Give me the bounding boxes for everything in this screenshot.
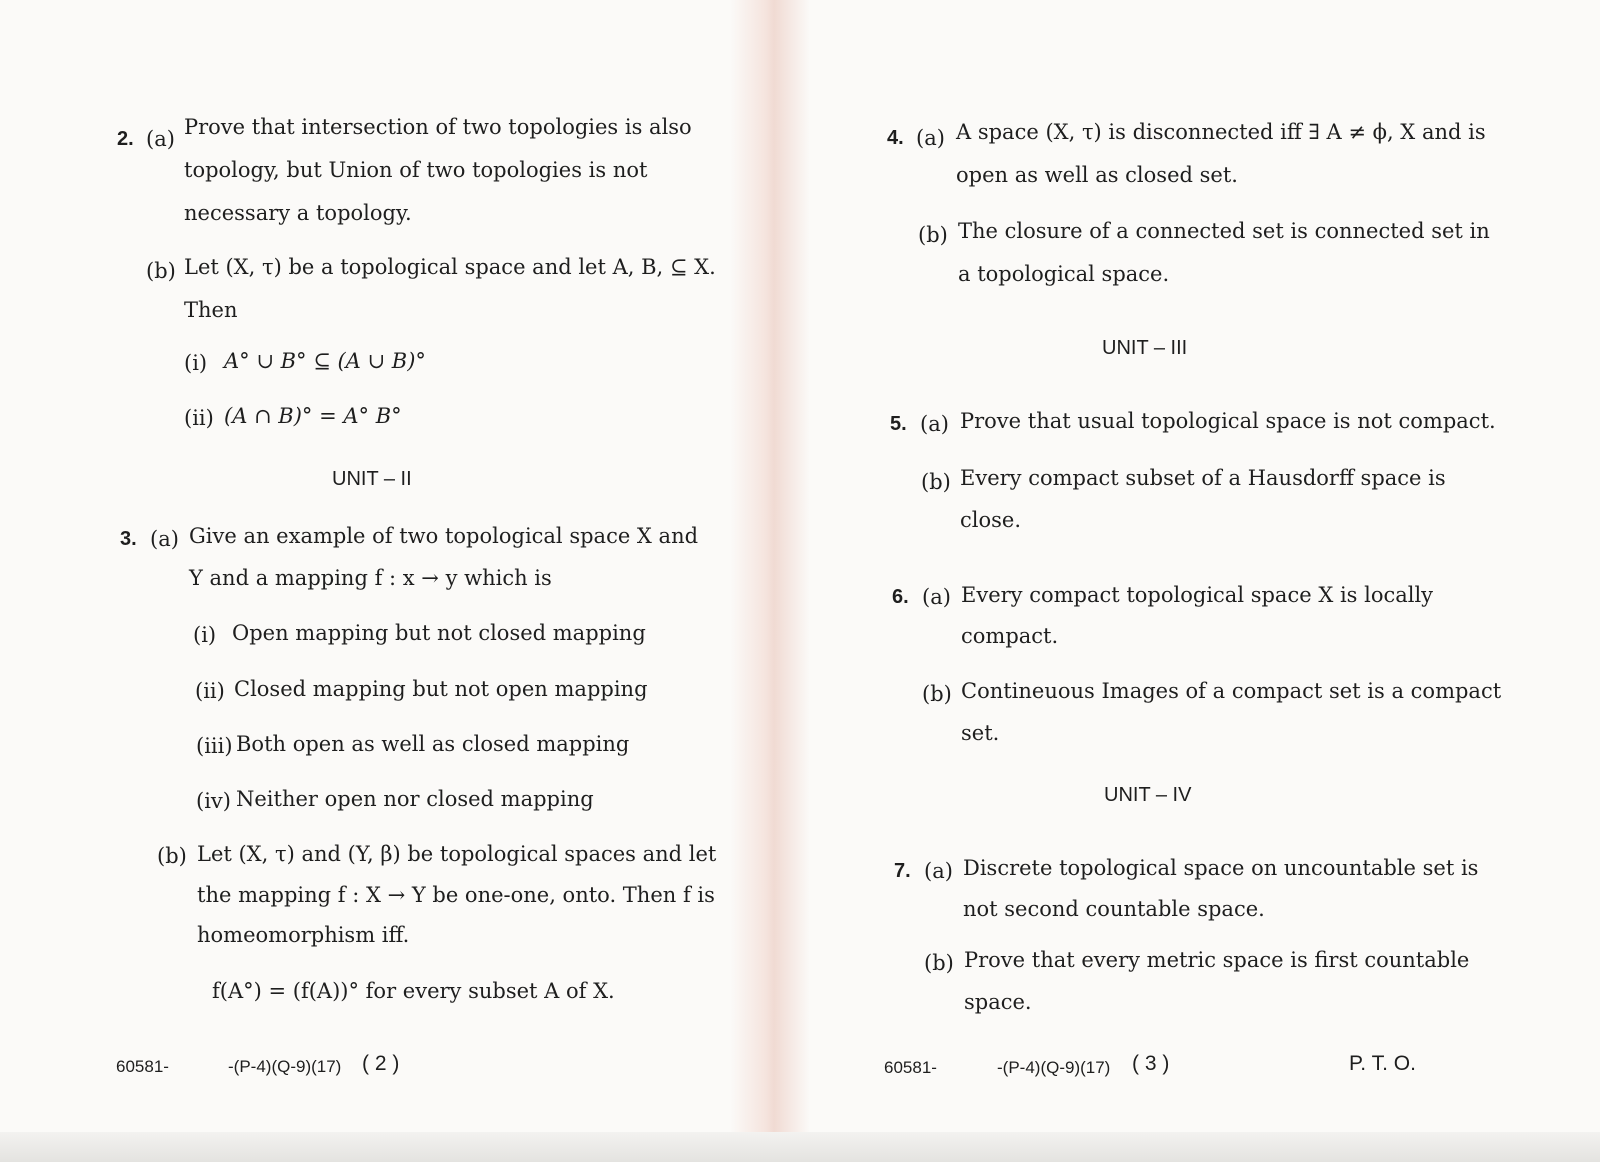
question-2b-item-2-text: (A ∩ B)° = A° B°	[224, 404, 402, 428]
question-2b-line-1: Let (X, τ) be a topological space and let A, B, ⊆ X.	[184, 255, 716, 279]
question-5b-label: (b)	[921, 470, 951, 494]
question-3b-formula: f(A°) = (f(A))° for every subset A of X.	[212, 979, 615, 1003]
right-footer-code: 60581-	[884, 1058, 937, 1077]
page-fold-shadow	[730, 0, 810, 1162]
scan-edge	[0, 1132, 1600, 1162]
question-4b-label: (b)	[918, 223, 948, 247]
question-7-number: 7.	[894, 860, 911, 882]
question-6b-line-2: set.	[961, 721, 1000, 745]
unit-2-heading: UNIT – II	[332, 468, 412, 490]
question-3a-label: (a)	[150, 527, 179, 551]
question-4b-line-1: The closure of a connected set is connected set in	[958, 219, 1490, 243]
question-4a-label: (a)	[916, 126, 945, 150]
question-2b-item-1-text: A° ∪ B° ⊆ (A ∪ B)°	[224, 349, 426, 373]
question-3a-item-2-label: (ii)	[195, 679, 225, 703]
question-7b-line-2: space.	[964, 990, 1032, 1014]
right-footer-paper: -(P-4)(Q-9)(17)	[997, 1058, 1111, 1077]
question-6a-label: (a)	[922, 585, 951, 609]
question-3a-line-1: Give an example of two topological space X and	[189, 524, 699, 548]
question-3b-line-3: homeomorphism iff.	[197, 923, 410, 947]
question-3a-item-3-text: Both open as well as closed mapping	[236, 732, 630, 756]
unit-3-heading: UNIT – III	[1102, 337, 1188, 359]
question-6a-line-2: compact.	[961, 624, 1059, 648]
question-2b-label: (b)	[146, 259, 176, 283]
question-3b-label: (b)	[157, 844, 187, 868]
question-3a-item-3-label: (iii)	[196, 734, 233, 758]
question-6b-line-1: Contineuous Images of a compact set is a compact	[961, 679, 1502, 703]
question-2b-line-2: Then	[184, 298, 238, 322]
question-4a-line-1: A space (X, τ) is disconnected iff ∃ A ≠ ϕ, X and is	[956, 120, 1486, 144]
question-6a-line-1: Every compact topological space X is locally	[961, 583, 1434, 607]
question-3a-item-1-text: Open mapping but not closed mapping	[232, 621, 646, 645]
question-4b-line-2: a topological space.	[958, 262, 1170, 286]
question-2a-line-2: topology, but Union of two topologies is not	[184, 158, 648, 182]
question-4a-line-2: open as well as closed set.	[956, 163, 1238, 187]
question-7a-line-1: Discrete topological space on uncountable set is	[963, 856, 1479, 880]
question-7a-line-2: not second countable space.	[963, 897, 1265, 921]
pto-label: P. T. O.	[1349, 1052, 1416, 1075]
question-7b-line-1: Prove that every metric space is first countable	[964, 948, 1470, 972]
question-3a-item-1-label: (i)	[193, 623, 217, 647]
question-3-number: 3.	[120, 528, 137, 550]
question-2a-line-1: Prove that intersection of two topologies is also	[184, 115, 692, 139]
question-3b-line-2: the mapping f : X → Y be one-one, onto. Then f is	[197, 883, 715, 907]
question-2a-label: (a)	[146, 127, 175, 151]
question-5a-line-1: Prove that usual topological space is not compact.	[960, 409, 1496, 433]
right-page-number: ( 3 )	[1132, 1052, 1170, 1075]
question-6-number: 6.	[892, 586, 909, 608]
question-7a-label: (a)	[924, 859, 953, 883]
question-5b-line-1: Every compact subset of a Hausdorff space is	[960, 466, 1446, 490]
question-2b-item-1-label: (i)	[184, 351, 208, 375]
question-2-number: 2.	[117, 128, 134, 150]
question-3a-item-2-text: Closed mapping but not open mapping	[234, 677, 648, 701]
question-3a-item-4-label: (iv)	[196, 789, 231, 813]
question-2a-line-3: necessary a topology.	[184, 201, 412, 225]
question-3a-line-2: Y and a mapping f : x → y which is	[189, 566, 552, 590]
question-3b-line-1: Let (X, τ) and (Y, β) be topological spaces and let	[197, 842, 717, 866]
question-7b-label: (b)	[924, 951, 954, 975]
unit-4-heading: UNIT – IV	[1104, 784, 1192, 806]
question-6b-label: (b)	[922, 682, 952, 706]
left-page-number: ( 2 )	[362, 1052, 400, 1075]
question-4-number: 4.	[887, 127, 904, 149]
question-5b-line-2: close.	[960, 508, 1022, 532]
question-5-number: 5.	[890, 413, 907, 435]
question-5a-label: (a)	[920, 412, 949, 436]
question-2b-item-2-label: (ii)	[184, 406, 214, 430]
left-footer-code: 60581-	[116, 1057, 169, 1076]
question-3a-item-4-text: Neither open nor closed mapping	[236, 787, 594, 811]
left-footer-paper: -(P-4)(Q-9)(17)	[228, 1057, 342, 1076]
